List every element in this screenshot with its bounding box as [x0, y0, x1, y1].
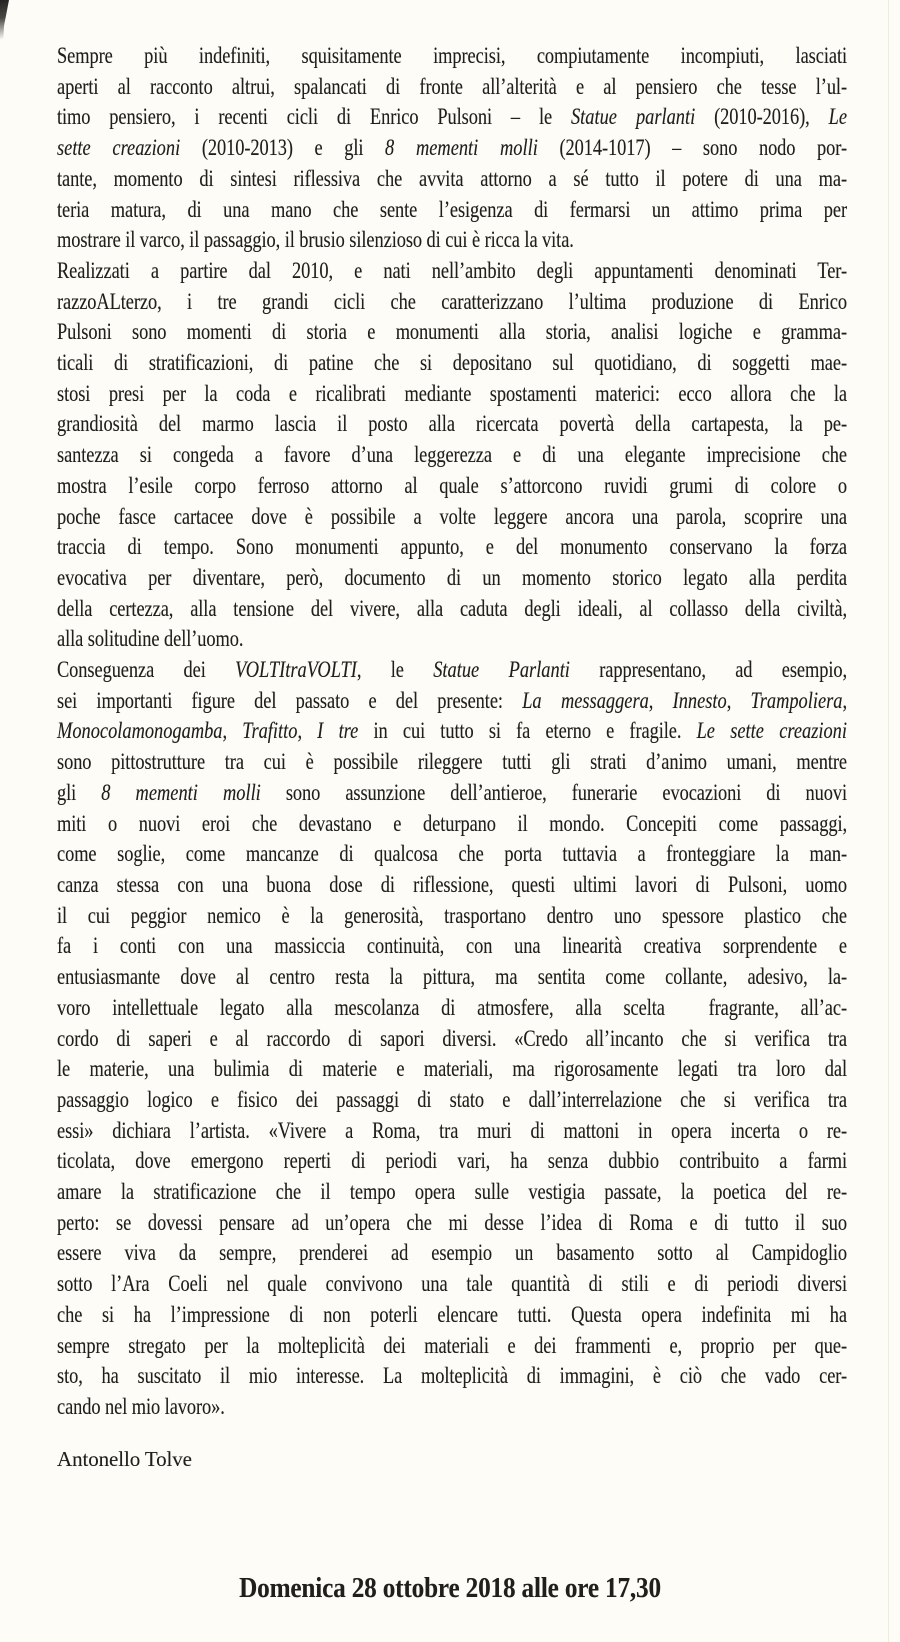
- text-line: evocativa per diventare, però, documento di un momento storico legato alla perdita: [57, 564, 848, 590]
- text-line: amare la stratificazione che il tempo opera sulle vestigia passate, la poetica del re-: [57, 1179, 848, 1205]
- text-line: stosi presi per la coda e ricalibrati mediante spostamenti materici: ecco allora che la: [57, 380, 848, 406]
- scan-artifact-edge: [888, 0, 889, 1642]
- author-signature: Antonello Tolve: [57, 1447, 192, 1471]
- paragraph: [57, 256, 847, 655]
- body-text: [57, 41, 847, 1423]
- event-datetime: Domenica 28 ottobre 2018 alle ore 17,30: [239, 1572, 661, 1604]
- text-line: poche fasce cartacee dove è possibile a volte leggere ancora una parola, scoprire una: [57, 503, 848, 529]
- text-line: mostra l’esile corpo ferroso attorno al quale s’attorcono ruvidi grumi di colore o: [57, 472, 848, 498]
- text-line: le materie, una bulimia di materie e materiali, ma rigorosamente legati tra loro dal: [57, 1056, 848, 1082]
- text-line: Pulsoni sono momenti di storia e monumenti alla storia, analisi logiche e gramma-: [57, 319, 848, 345]
- text-line: come soglie, come mancanze di qualcosa che porta tuttavia a fronteggiare la man-: [57, 841, 848, 867]
- text-line: voro intellettuale legato alla mescolanza di atmosfere, alla scelta fragrante, all’ac-: [57, 994, 848, 1020]
- text-line: gli 8 mementi molli sono assunzione dell’antieroe, funerarie evocazioni di nuovi: [57, 779, 848, 805]
- text-line: miti o nuovi eroi che devastano e deturpano il mondo. Concepiti come passaggi,: [57, 810, 848, 836]
- text-line: sempre stregato per la molteplicità dei materiali e dei frammenti e, proprio per que-: [57, 1332, 848, 1358]
- paragraph: [57, 655, 847, 1423]
- text-line: tante, momento di sintesi riflessiva che avvita attorno a sé tutto il potere di una ma-: [57, 165, 848, 191]
- text-line: entusiasmante dove al centro resta la pittura, ma sentita come collante, adesivo, la-: [57, 964, 848, 990]
- text-line: sono pittostrutture tra cui è possibile rileggere tutti gli strati d’animo umani, mentre: [57, 749, 848, 775]
- text-line: timo pensiero, i recenti cicli di Enrico Pulsoni – le Statue parlanti (2010-2016), Le: [57, 104, 847, 130]
- text-line: sto, ha suscitato il mio interesse. La molteplicità di immagini, è ciò che vado cer-: [57, 1363, 848, 1389]
- text-line: essere viva da sempre, prenderei ad esempio un basamento sotto al Campidoglio: [57, 1240, 848, 1266]
- text-line: ticolata, dove emergono reperti di periodi vari, ha senza dubbio contribuito a farmi: [57, 1148, 848, 1174]
- text-line: Realizzati a partire dal 2010, e nati nell’ambito degli appuntamenti denominati Ter-: [57, 257, 848, 283]
- text-line: perto: se dovessi pensare ad un’opera che mi desse l’idea di Roma e di tutto il suo: [57, 1209, 848, 1235]
- text-line: traccia di tempo. Sono monumenti appunto, e del monumento conservano la forza: [57, 534, 848, 560]
- text-line: alla solitudine dell’uomo.: [57, 626, 244, 652]
- text-line: razzoALterzo, i tre grandi cicli che caratterizzano l’ultima produzione di Enrico: [57, 288, 848, 314]
- text-line: mostrare il varco, il passaggio, il brusio silenzioso di cui è ricca la vita.: [57, 227, 574, 253]
- text-line: grandiosità del marmo lascia il posto alla ricercata povertà della cartapesta, la pe-: [57, 411, 848, 437]
- text-line: sette creazioni (2010-2013) e gli 8 mementi molli (2014-1017) – sono nodo por-: [57, 135, 848, 161]
- text-line: Sempre più indefiniti, squisitamente imprecisi, compiutamente incompiuti, lasciati: [57, 43, 848, 68]
- text-line: Monocolamonogamba, Trafitto, I tre in cui tutto si fa eterno e fragile. Le sette creazioni: [57, 718, 847, 744]
- text-line: cando nel mio lavoro».: [57, 1393, 225, 1419]
- text-line: ticali di stratificazioni, di patine che si depositano sul quotidiano, di soggetti mae-: [57, 350, 848, 376]
- text-line: santezza si congeda a favore d’una leggerezza e di una elegante imprecisione che: [57, 442, 848, 468]
- text-line: teria matura, di una mano che sente l’esigenza di fermarsi un attimo prima per: [57, 196, 848, 222]
- text-line: sei importanti figure del passato e del presente: La messaggera, Innesto, Trampoliera,: [57, 687, 848, 713]
- text-line: essi» dichiara l’artista. «Vivere a Roma, tra muri di mattoni in opera incerta o re-: [57, 1117, 848, 1143]
- scan-artifact-corner: [0, 0, 10, 50]
- paragraph: [57, 41, 847, 256]
- text-line: canza stessa con una buona dose di riflessione, questi ultimi lavori di Pulsoni, uomo: [57, 871, 848, 897]
- text-line: fa i conti con una massiccia continuità, con una linearità creativa sorprendente e: [57, 933, 848, 959]
- text-line: cordo di saperi e al raccordo di sapori diversi. «Credo all’incanto che si verifica tra: [57, 1025, 848, 1051]
- text-line: passaggio logico e fisico dei passaggi di stato e dall’interrelazione che si verifica tra: [57, 1086, 848, 1112]
- text-line: della certezza, alla tensione del vivere, alla caduta degli ideali, al collasso della civiltà,: [57, 595, 848, 621]
- text-line: Conseguenza dei VOLTItraVOLTI, le Statue Parlanti rappresentano, ad esempio,: [57, 657, 848, 683]
- text-line: che si ha l’impressione di non poterli elencare tutti. Questa opera indefinita mi ha: [57, 1301, 848, 1327]
- text-line: aperti al racconto altrui, spalancati di fronte all’alterità e al pensiero che tesse l’ul-: [57, 73, 848, 99]
- text-line: il cui peggior nemico è la generosità, trasportano dentro uno spessore plastico che: [57, 902, 848, 928]
- text-line: sotto l’Ara Coeli nel quale convivono una tale quantità di stili e di periodi diversi: [57, 1271, 848, 1297]
